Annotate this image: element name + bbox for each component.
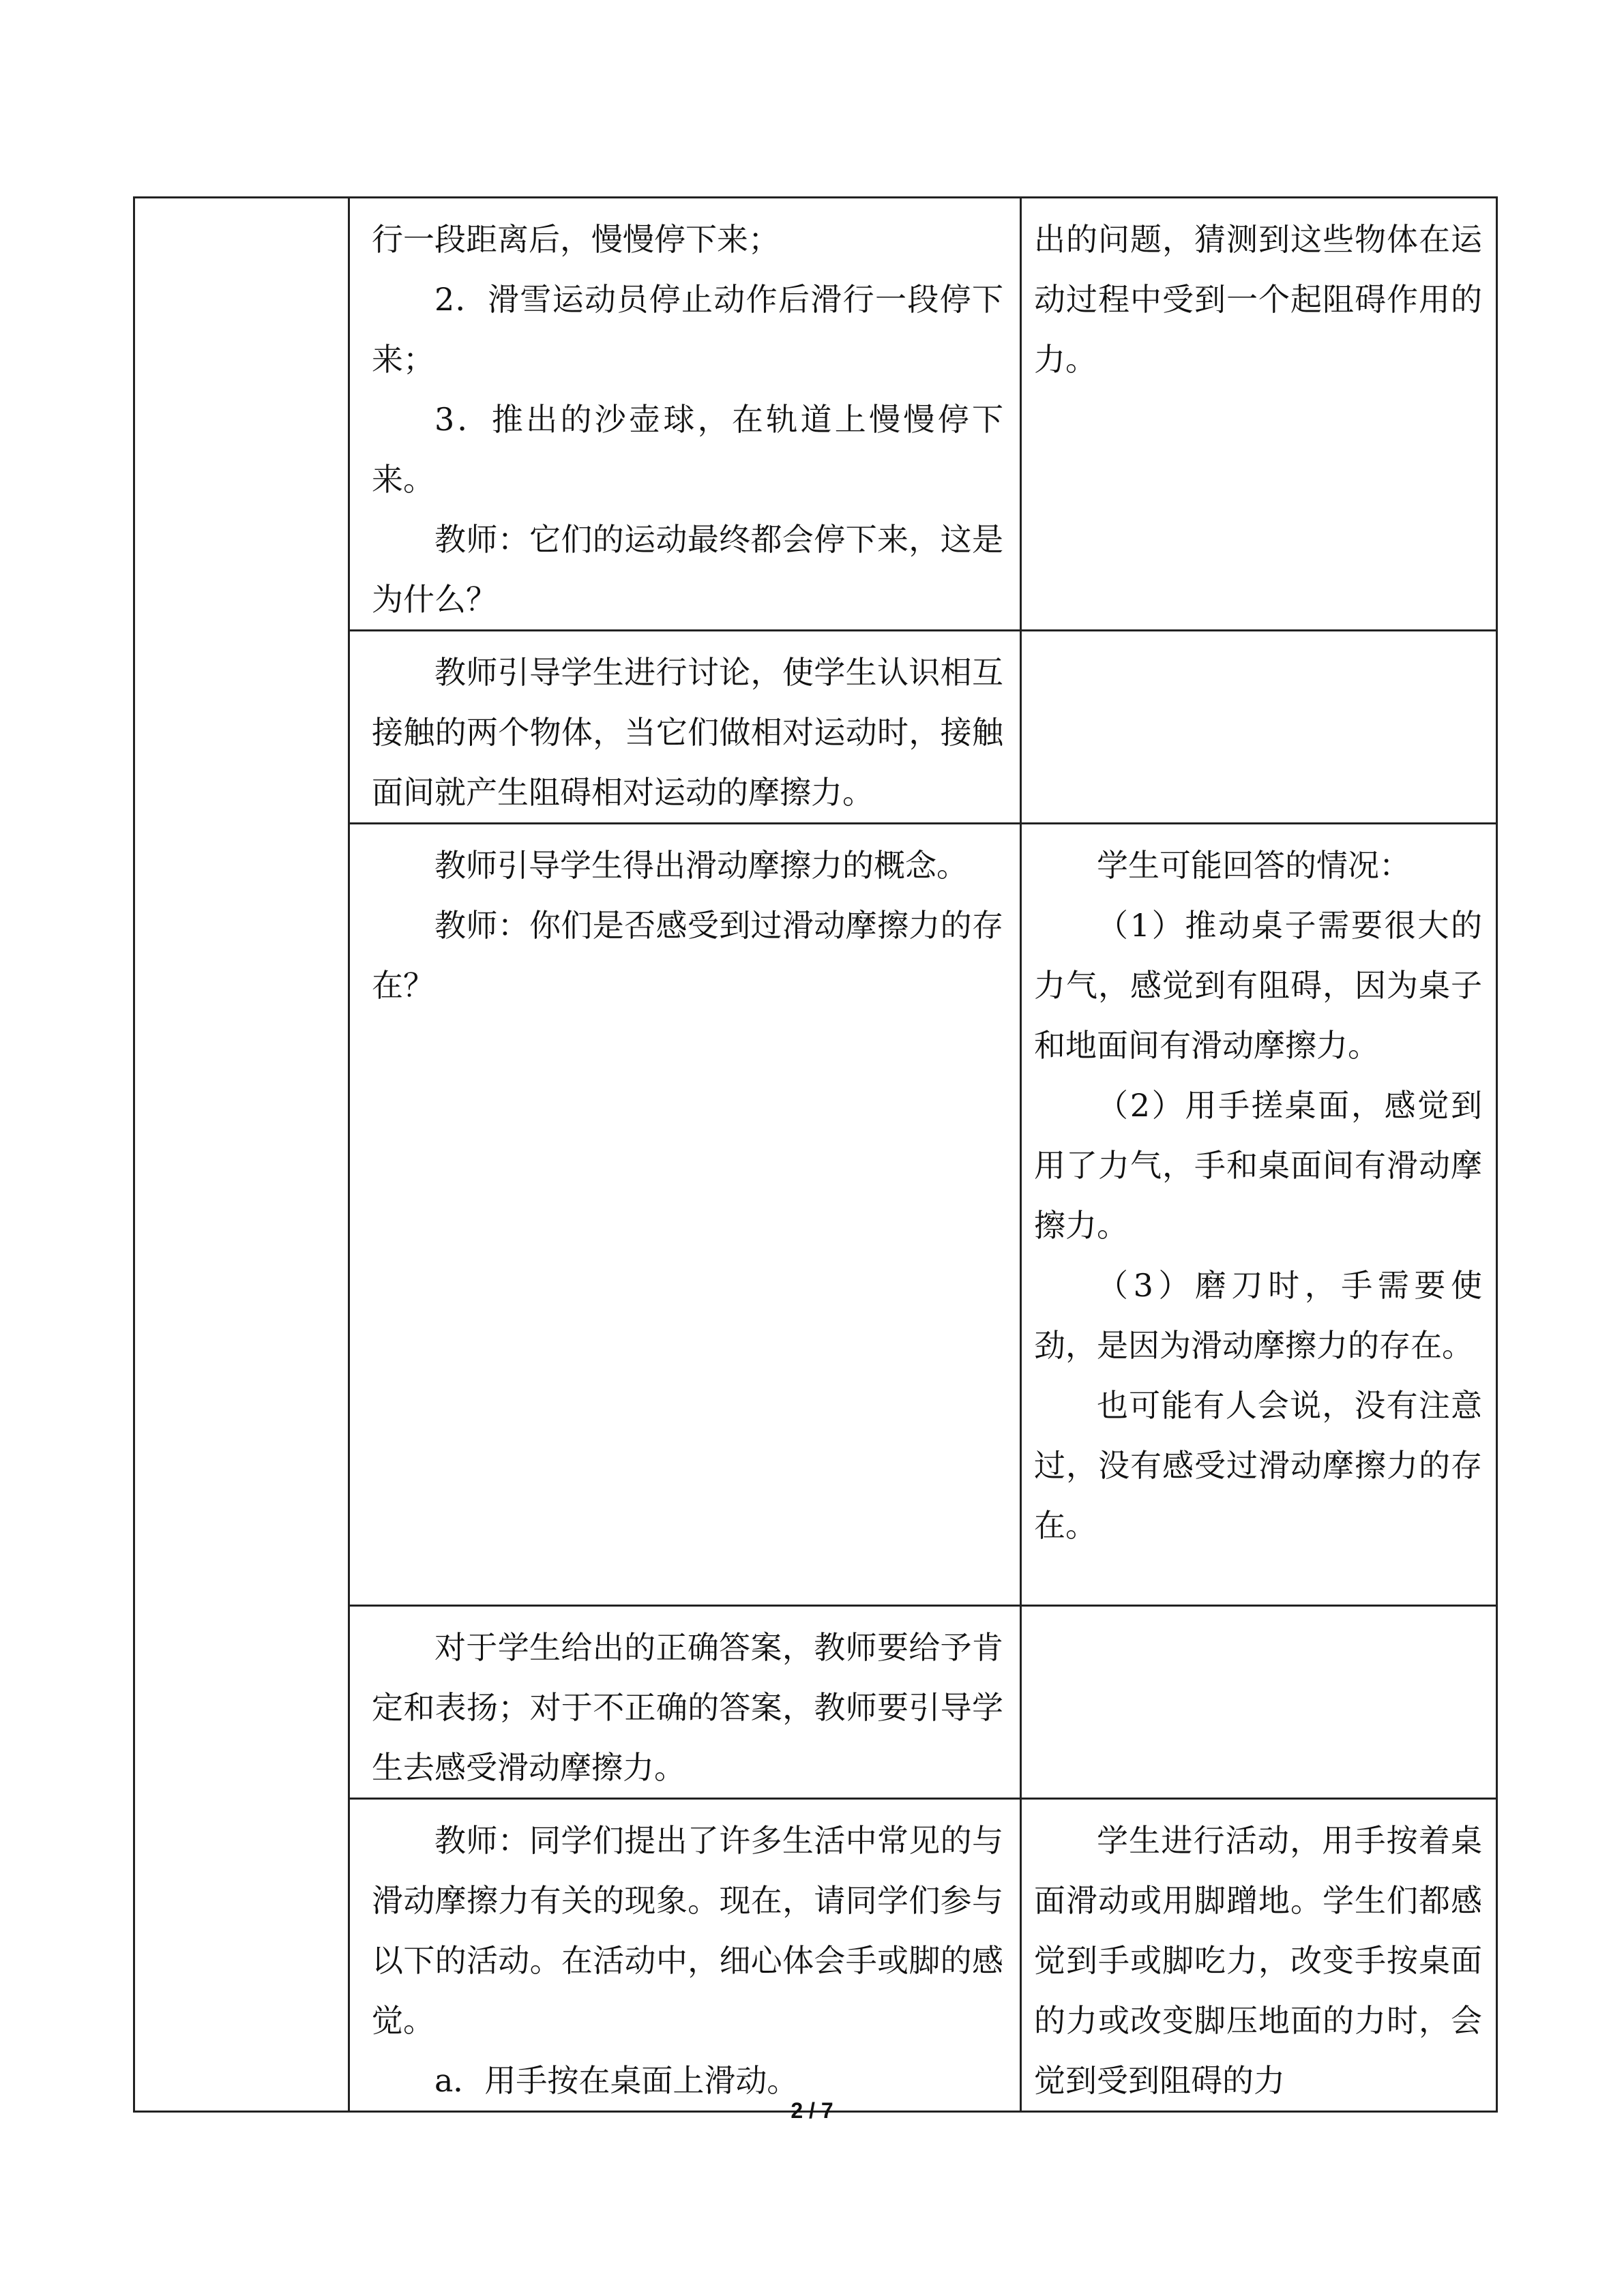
paragraph: 行一段距离后，慢慢停下来； [372,221,780,258]
student-activity-cell [1021,1606,1497,1799]
paragraph: 教师引导学生进行讨论，使学生认识相互接触的两个物体，当它们做相对运动时，接触面间就产生阻碍相对运动的摩擦力。 [372,654,1003,811]
paragraph: 学生可能回答的情况： [1097,847,1411,884]
student-activity-cell [1021,1799,1497,2112]
teacher-activity-cell [349,198,1021,631]
paragraph: （2）用手搓桌面，感觉到用了力气，手和桌面间有滑动摩擦力。 [1034,1087,1482,1244]
teacher-activity-cell [349,1799,1021,2112]
student-activity-cell [1021,631,1497,824]
paragraph: 3．推出的沙壶球，在轨道上慢慢停下来。 [372,401,1003,498]
paragraph: 教师：它们的运动最终都会停下来，这是为什么？ [372,521,1003,618]
teacher-activity-cell [349,824,1021,1606]
paragraph: 教师：同学们提出了许多生活中常见的与滑动摩擦力有关的现象。现在，请同学们参与以下的活动。在活动中，细心体会手或脚的感觉。 [372,1822,1003,2039]
paragraph: 教师：你们是否感受到过滑动摩擦力的存在？ [372,907,1003,1004]
paragraph: （1）推动桌子需要很大的力气，感觉到有阻碍，因为桌子和地面间有滑动摩擦力。 [1034,907,1482,1064]
paragraph: 对于学生给出的正确答案，教师要给予肯定和表扬；对于不正确的答案，教师要引导学生去感受滑动摩擦力。 [372,1629,1003,1786]
teacher-activity-cell [349,631,1021,824]
student-activity-cell [1021,824,1497,1606]
paragraph: （3）磨刀时，手需要使劲，是因为滑动摩擦力的存在。 [1034,1267,1482,1364]
paragraph: 学生进行活动，用手按着桌面滑动或用脚蹭地。学生们都感觉到手或脚吃力，改变手按桌面的力或改变脚压地面的力时，会觉到受到阻碍的力 [1034,1822,1482,2099]
paragraph: 也可能有人会说，没有注意过，没有感受过滑动摩擦力的存在。 [1034,1387,1482,1544]
paragraph: a．用手按在桌面上滑动。 [434,2062,799,2099]
page-number: 2 / 7 [791,2098,833,2123]
student-activity-cell [1021,198,1497,631]
paragraph: 出的问题，猜测到这些物体在运动过程中受到一个起阻碍作用的力。 [1034,221,1482,378]
paragraph: 教师引导学生得出滑动摩擦力的概念。 [434,847,968,884]
table-row [134,198,1497,631]
teacher-activity-cell [349,1606,1021,1799]
lesson-plan-table [133,196,1498,2113]
section-label-cell [134,198,349,2112]
paragraph: 2．滑雪运动员停止动作后滑行一段停下来； [372,281,1003,378]
